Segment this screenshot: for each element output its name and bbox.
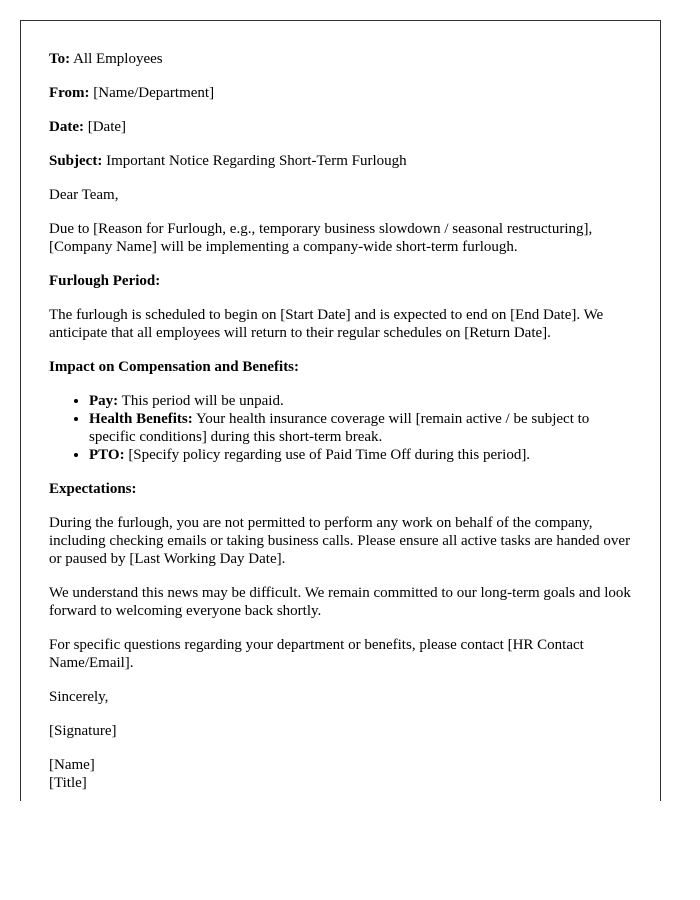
impact-heading: Impact on Compensation and Benefits:	[49, 359, 300, 375]
contact-paragraph: For specific questions regarding your department or benefits, please contact [HR Contact Name/Email].	[49, 637, 584, 671]
expectations-paragraph: During the furlough, you are not permitted to perform any work on behalf of the company, including checking emails or taking business calls. Please ensure all active tasks are handed over or paused by [Last Working Day Date].	[49, 515, 631, 567]
expectations-heading: Expectations:	[49, 481, 137, 497]
memo-document	[20, 20, 661, 801]
impact-list	[49, 392, 632, 464]
closing-paragraph: We understand this news may be difficult. We remain committed to our long-term goals and look forward to welcoming everyone back shortly.	[49, 585, 631, 619]
date-line: Date: [Date]	[49, 119, 127, 135]
subject-line: Subject: Important Notice Regarding Short-Term Furlough	[49, 153, 407, 169]
list-item: • Pay: This period will be unpaid.	[89, 392, 632, 410]
signature: [Signature]	[49, 723, 117, 739]
list-item: • PTO: [Specify policy regarding use of Paid Time Off during this period].	[89, 446, 632, 464]
intro-paragraph: Due to [Reason for Furlough, e.g., temporary business slowdown / seasonal restructuring], [Company Name] will be implementing a company-wide short-term furlough.	[49, 221, 593, 255]
signoff: Sincerely,	[49, 689, 109, 705]
sender-title: [Title]	[49, 775, 87, 791]
to-line: To: All Employees	[49, 51, 163, 67]
sender-name: [Name]	[49, 757, 95, 773]
greeting: Dear Team,	[49, 187, 119, 203]
sender-block	[49, 756, 632, 792]
period-heading: Furlough Period:	[49, 273, 161, 289]
from-line: From: [Name/Department]	[49, 85, 215, 101]
list-item: • Health Benefits: Your health insurance coverage will [remain active / be subject to specific conditions] during this short-term break.	[89, 410, 632, 446]
period-paragraph: The furlough is scheduled to begin on [Start Date] and is expected to end on [End Date]. We anticipate that all employees will return to their regular schedules on [Return Date].	[49, 307, 604, 341]
